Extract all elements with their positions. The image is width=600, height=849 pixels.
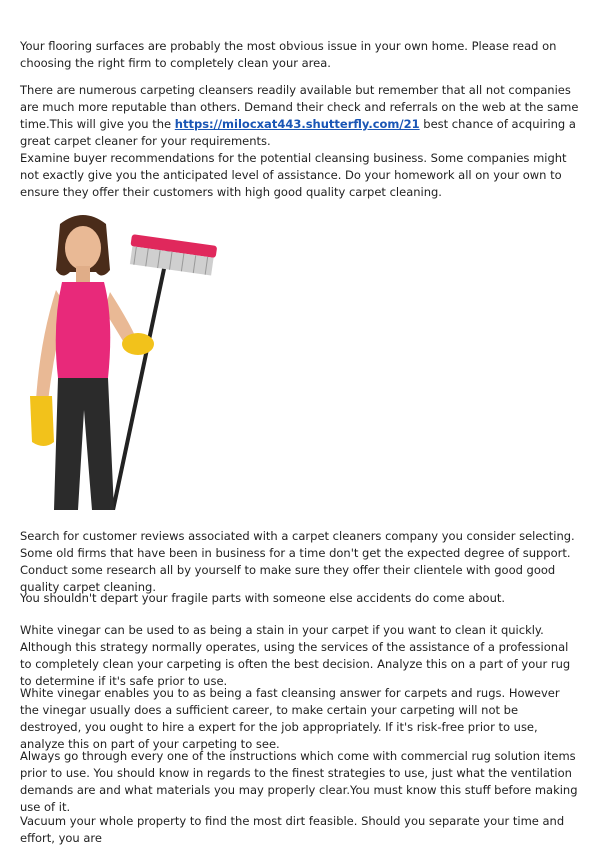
- paragraph-recommendations: Examine buyer recommendations for the potential cleansing business. Some companies might not exactly give you the anticipated level of assistance. Do your homework all on your own to ensure they offer their customers with high good quality carpet cleaning.: [20, 151, 567, 199]
- paragraph-vinegar-fast: White vinegar enables you to as being a fast cleansing answer for carpets and rugs. However the vinegar usually does a sufficient career, to make certain your carpeting will not be destroyed, you ought to hire a expert for the job appropriately. If it's risk-free prior to use, analyze this on part of your carpeting to see.: [20, 686, 560, 751]
- broom-handle: [113, 250, 168, 510]
- paragraph-vinegar-stain: White vinegar can be used to as being a stain in your carpet if you want to clean it quickly. Although this strategy normally operates, using the services of the assistance of a professional to completely clean your carpeting is often the best decision. Analyze this on a part of your rug to determine if it's safe prior to use.: [20, 623, 571, 688]
- pink-tank-top: [56, 282, 111, 382]
- left-glove: [30, 396, 54, 446]
- face: [65, 226, 101, 270]
- paragraph-link: [20, 82, 580, 150]
- broom-head: [128, 234, 217, 276]
- paragraph-instructions: Always go through every one of the instructions which come with commercial rug solution items prior to use. You should know in regards to the finest strategies to use, just what the ventilation demands are and what materials you may properly clear.You must know this stuff before making use of it.: [20, 749, 578, 814]
- right-glove: [122, 333, 154, 355]
- paragraph-reviews: Search for customer reviews associated with a carpet cleaners company you consider selecting. Some old firms that have been in business for a time don't get the expected degree of support. Conduct some research all by yourself to make sure they offer their clientele with good good quality carpet cleaning.: [20, 529, 575, 594]
- woman-with-broom-photo: [18, 210, 228, 510]
- black-pants: [54, 378, 114, 510]
- paragraph-link-after: best chance of acquiring a great carpet cleaner for your requirements.: [20, 117, 576, 148]
- paragraph-link-before: There are numerous carpeting cleansers readily available but remember that all not companies are much more reputable than others. Demand their check and referrals on the web at the same time.This will give you the: [20, 83, 579, 131]
- shutterfly-link[interactable]: https://milocxat443.shutterfly.com/21: [174, 117, 420, 131]
- paragraph-intro: Your flooring surfaces are probably the most obvious issue in your own home. Please read on choosing the right firm to completely clean your area.: [20, 39, 557, 70]
- paragraph-fragile: You shouldn't depart your fragile parts with someone else accidents do come about.: [20, 591, 506, 605]
- paragraph-vacuum: Vacuum your whole property to find the most dirt feasible. Should you separate your time and effort, you are: [20, 814, 565, 845]
